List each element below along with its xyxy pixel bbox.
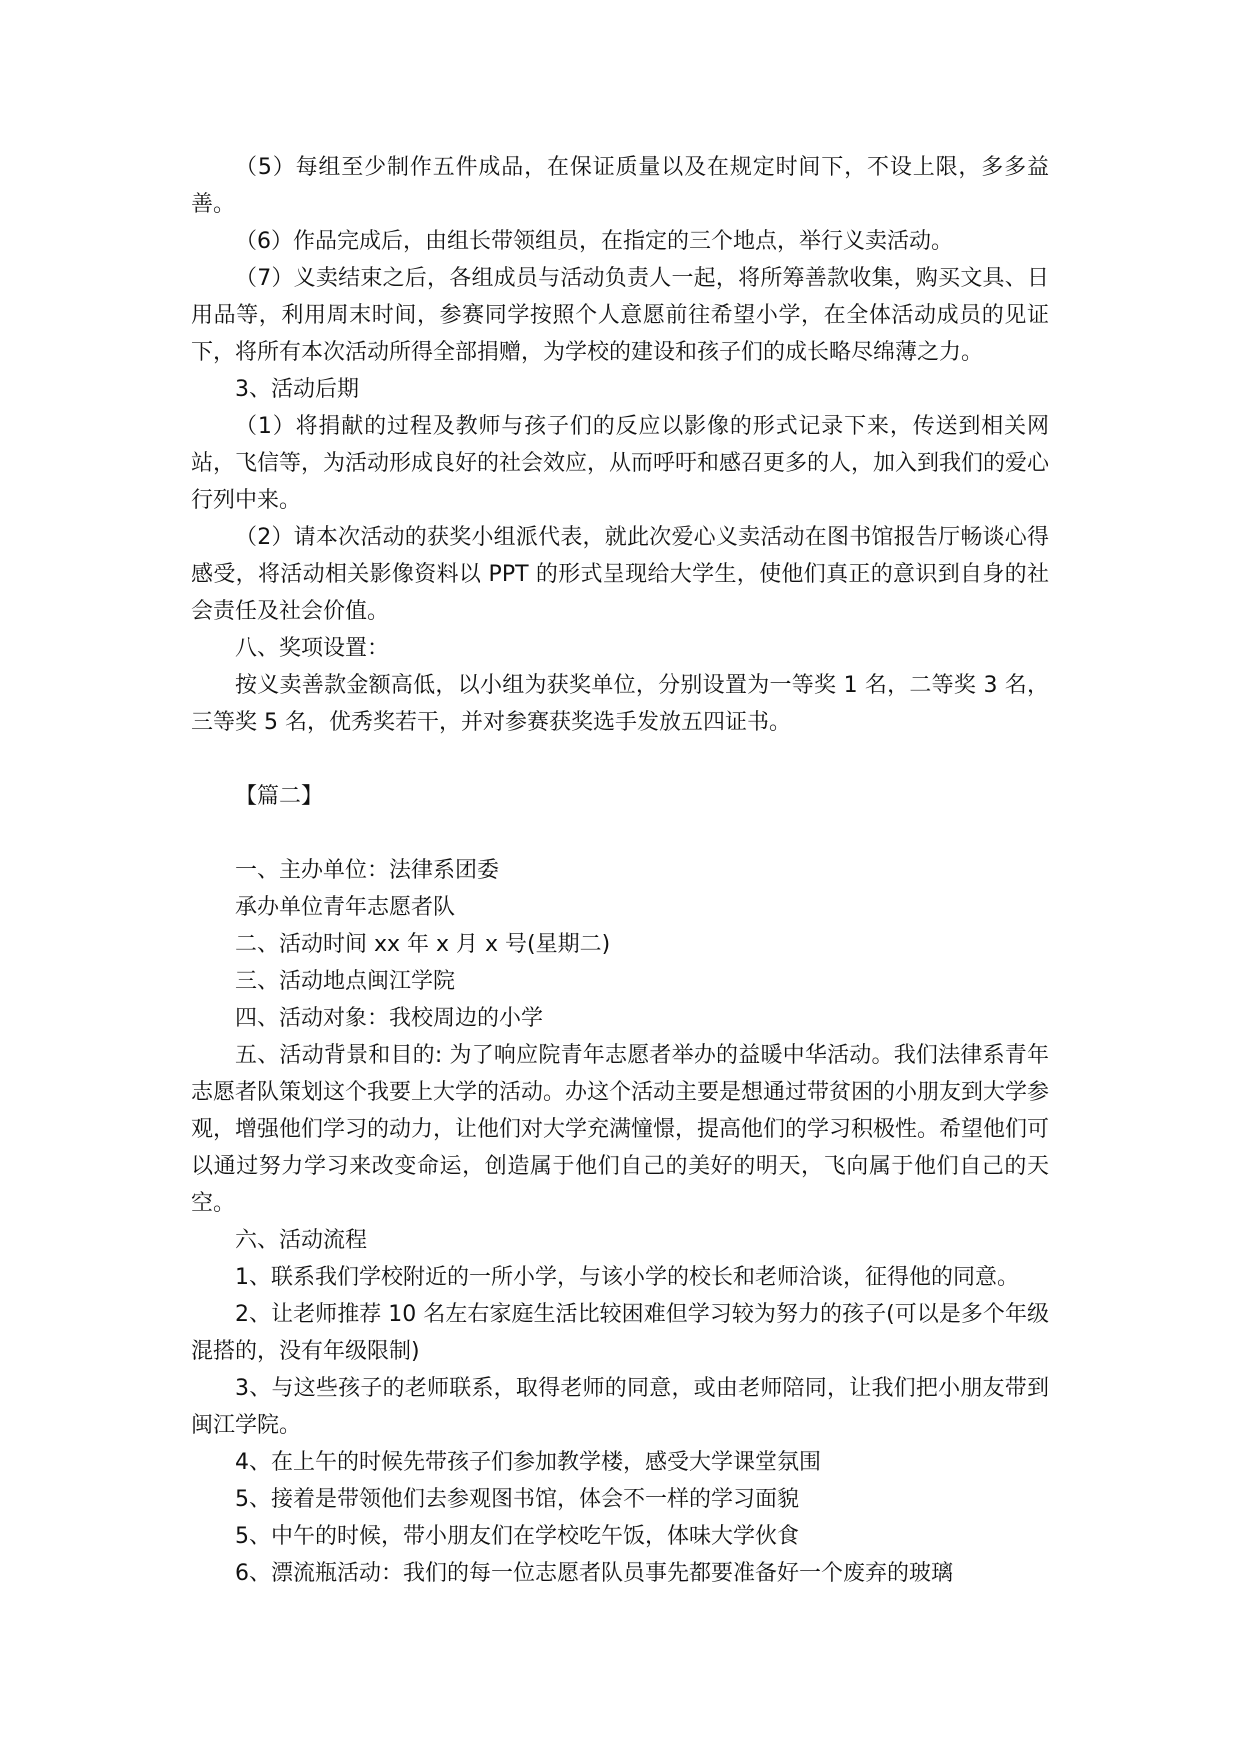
paragraph-item-5: （5）每组至少制作五件成品，在保证质量以及在规定时间下，不设上限，多多益善。 <box>191 155 1049 217</box>
paragraph-audience: 四、活动对象：我校周边的小学 <box>235 1006 544 1031</box>
document-body <box>191 149 1049 1592</box>
paragraph-awards: 按义卖善款金额高低，以小组为获奖单位，分别设置为一等奖 1 名，二等奖 3 名，三等奖 5 名，优秀奖若干，并对参赛获奖选手发放五四证书。 <box>191 673 1049 735</box>
paragraph-time: 二、活动时间 xx 年 x 月 x 号(星期二) <box>235 932 611 957</box>
paragraph-background: 五、活动背景和目的: 为了响应院青年志愿者举办的益暖中华活动。我们法律系青年志愿者队策划这个我要上大学的活动。办这个活动主要是想通过带贫困的小朋友到大学参观，增强他们学习的动力，让他们对大学充满憧憬，提高他们的学习积极性。希望他们可以通过努力学习来改变命运，创造属于他们自己的美好的明天，飞向属于他们自己的天空。 <box>191 1043 1050 1216</box>
subheading-process: 六、活动流程 <box>235 1228 368 1253</box>
paragraph-step-5b: 5、中午的时候，带小朋友们在学校吃午饭，体味大学伙食 <box>235 1524 799 1549</box>
subheading-post-activity: 3、活动后期 <box>235 377 359 402</box>
paragraph-organizer: 一、主办单位：法律系团委 <box>235 858 500 883</box>
paragraph-step-4: 4、在上午的时候先带孩子们参加教学楼，感受大学课堂氛围 <box>235 1450 821 1475</box>
section-heading-part-two: 【篇二】 <box>235 784 324 809</box>
paragraph-item-7: （7）义卖结束之后，各组成员与活动负责人一起，将所筹善款收集，购买文具、日用品等，利用周末时间，参赛同学按照个人意愿前往希望小学，在全体活动成员的见证下，将所有本次活动所得全部捐赠，为学校的建设和孩子们的成长略尽绵薄之力。 <box>191 266 1049 365</box>
paragraph-step-1: 1、联系我们学校附近的一所小学，与该小学的校长和老师洽谈，征得他的同意。 <box>235 1265 1019 1290</box>
paragraph-co-organizer: 承办单位青年志愿者队 <box>235 895 456 920</box>
paragraph-step-3: 3、与这些孩子的老师联系，取得老师的同意，或由老师陪同，让我们把小朋友带到闽江学院。 <box>191 1376 1049 1438</box>
section-spacer <box>191 741 1049 778</box>
paragraph-post-2: （2）请本次活动的获奖小组派代表，就此次爱心义卖活动在图书馆报告厅畅谈心得感受，将活动相关影像资料以 PPT 的形式呈现给大学生，使他们真正的意识到自身的社会责任及社会价值。 <box>191 525 1049 624</box>
subheading-awards: 八、奖项设置： <box>235 636 390 661</box>
paragraph-step-6: 6、漂流瓶活动：我们的每一位志愿者队员事先都要准备好一个废弃的玻璃 <box>235 1561 953 1586</box>
section-spacer <box>191 815 1049 852</box>
paragraph-location: 三、活动地点闽江学院 <box>235 969 456 994</box>
paragraph-step-2: 2、让老师推荐 10 名左右家庭生活比较困难但学习较为努力的孩子(可以是多个年级混搭的，没有年级限制) <box>191 1302 1049 1364</box>
paragraph-item-6: （6）作品完成后，由组长带领组员，在指定的三个地点，举行义卖活动。 <box>235 229 953 254</box>
paragraph-step-5a: 5、接着是带领他们去参观图书馆，体会不一样的学习面貌 <box>235 1487 799 1512</box>
paragraph-post-1: （1）将捐献的过程及教师与孩子们的反应以影像的形式记录下来，传送到相关网站，飞信等，为活动形成良好的社会效应，从而呼吁和感召更多的人，加入到我们的爱心行列中来。 <box>191 414 1050 513</box>
